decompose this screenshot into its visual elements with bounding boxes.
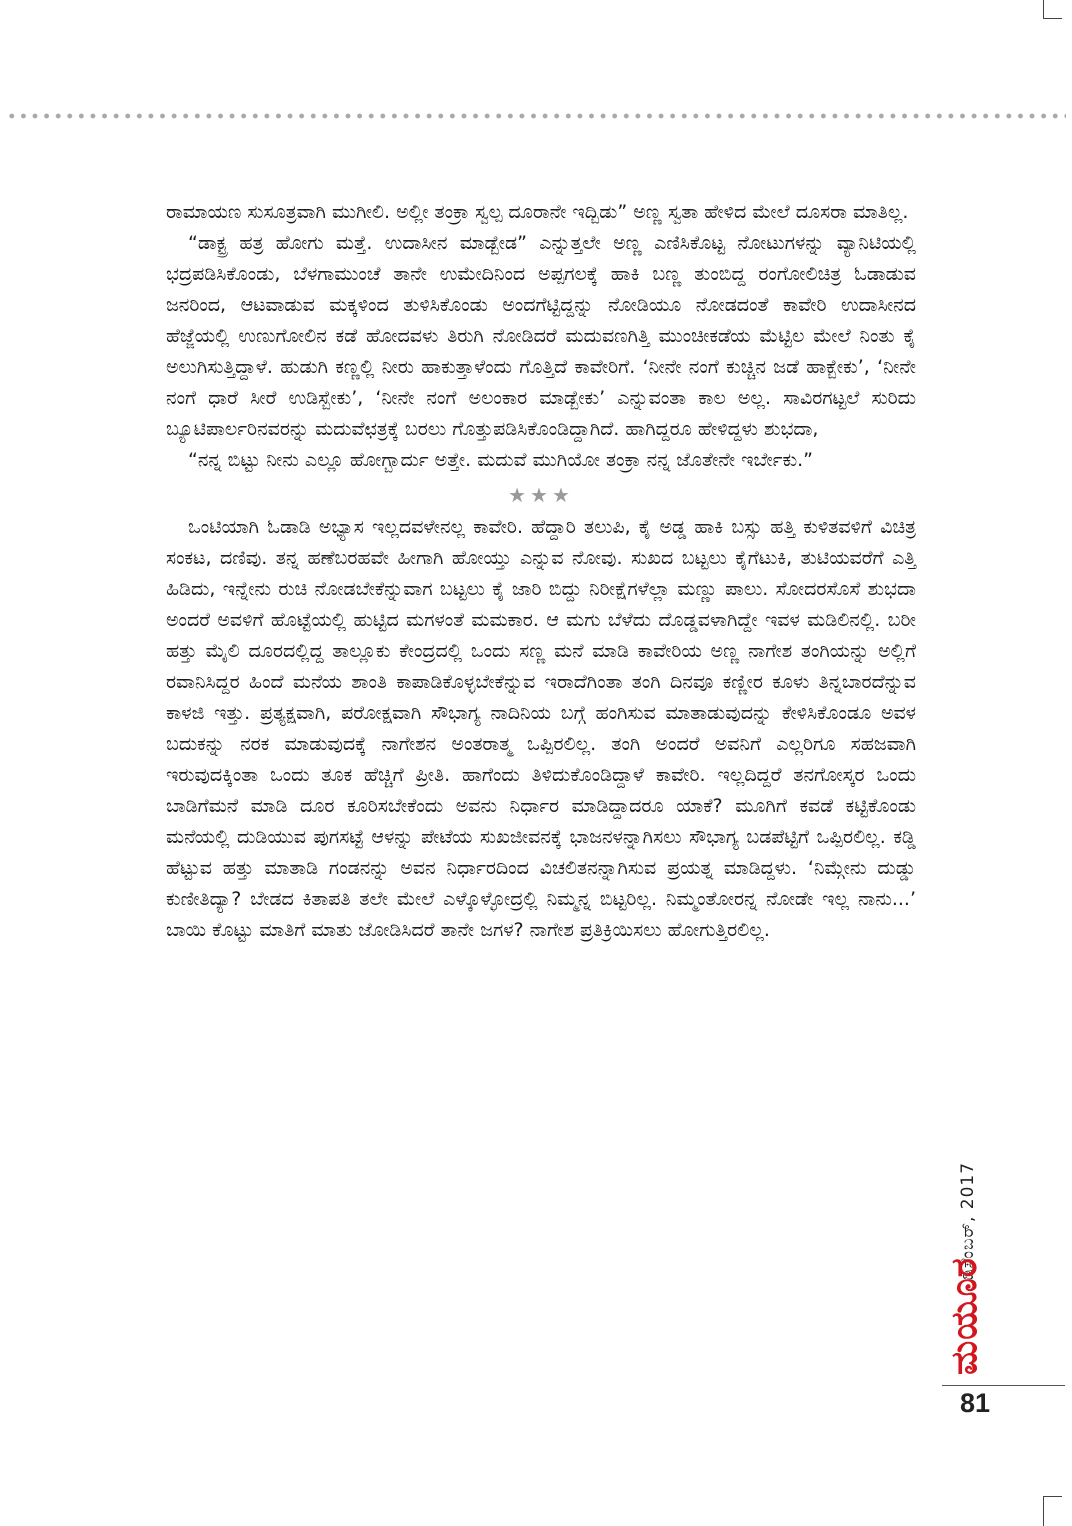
issue-date: ಡಿಸೆಂಬರ್, 2017 <box>958 1161 978 1280</box>
magazine-side-banner <box>940 1075 992 1380</box>
magazine-logo: ಮಯೂರ <box>944 1257 985 1375</box>
dotted-divider <box>6 112 1066 120</box>
page-number: 81 <box>960 1388 991 1418</box>
page-number-rule <box>942 1385 1065 1386</box>
paragraph: ರಾಮಾಯಣ ಸುಸೂತ್ರವಾಗಿ ಮುಗೀಲಿ. ಅಲ್ಲೀ ತಂಕ್ರಾ ಸ್ವಲ್ಪ ದೂರಾನೇ ಇದ್ಬಿಡು” ಅಣ್ಣ ಸ್ವತಾ ಹೇಳಿದ ಮೇಲೆ ದೂಸರಾ ಮಾತಿಲ್ಲ. <box>166 201 909 223</box>
section-separator-stars: ★★★ <box>508 483 574 507</box>
crop-mark-bottom <box>1043 1496 1062 1526</box>
article-body <box>166 197 916 946</box>
crop-mark-top <box>1043 0 1062 19</box>
paragraph: ಒಂಟಿಯಾಗಿ ಓಡಾಡಿ ಅಭ್ಯಾಸ ಇಲ್ಲದವಳೇನಲ್ಲ ಕಾವೇರಿ. ಹೆದ್ದಾರಿ ತಲುಪಿ, ಕೈ ಅಡ್ಡ ಹಾಕಿ ಬಸ್ಸು ಹತ್ತಿ ಕುಳಿತವಳಿಗೆ ವಿಚಿತ್ರ ಸಂಕಟ, ದಣಿವು. ತನ್ನ ಹಣೆಬರಹವೇ ಹೀಗಾಗಿ ಹೋಯ್ತು ಎನ್ನುವ ನೋವು. ಸುಖದ ಬಟ್ಟಲು ಕೈಗೆಟುಕಿ, ತುಟಿಯವರೆಗೆ ಎತ್ತಿ ಹಿಡಿದು, ಇನ್ನೇನು ರುಚಿ ನೋಡಬೇಕೆನ್ನುವಾಗ ಬಟ್ಟಲು ಕೈ ಜಾರಿ ಬಿದ್ದು ನಿರೀಕ್ಷೆಗಳೆಲ್ಲಾ ಮಣ್ಣು ಪಾಲು. ಸೋದರಸೊಸೆ ಶುಭದಾ ಅಂದರೆ ಅವಳಿಗೆ ಹೊಟ್ಟೆಯಲ್ಲಿ ಹುಟ್ಟಿದ ಮಗಳಂತೆ ಮಮಕಾರ. ಆ ಮಗು ಬೆಳೆದು ದೊಡ್ಡವಳಾಗಿದ್ದೇ ಇವಳ ಮಡಿಲಿನಲ್ಲಿ. ಬರೀ ಹತ್ತು ಮೈಲಿ ದೂರದಲ್ಲಿದ್ದ ತಾಲ್ಲೂಕು ಕೇಂದ್ರದಲ್ಲಿ ಒಂದು ಸಣ್ಣ ಮನೆ ಮಾಡಿ ಕಾವೇರಿಯ ಅಣ್ಣ ನಾಗೇಶ ತಂಗಿಯನ್ನು ಅಲ್ಲಿಗೆ ರವಾನಿಸಿದ್ದರ ಹಿಂದೆ ಮನೆಯ ಶಾಂತಿ ಕಾಪಾಡಿಕೊಳ್ಳಬೇಕೆನ್ನುವ ಇರಾದೆಗಿಂತಾ ತಂಗಿ ದಿನವೂ ಕಣ್ಣೀರ ಕೂಳು ತಿನ್ನಬಾರದೆನ್ನುವ ಕಾಳಜಿ ಇತ್ತು. ಪ್ರತ್ಯಕ್ಷವಾಗಿ, ಪರೋಕ್ಷವಾಗಿ ಸೌಭಾಗ್ಯ ನಾದಿನಿಯ ಬಗ್ಗೆ ಹಂಗಿಸುವ ಮಾತಾಡುವುದನ್ನು ಕೇಳಿಸಿಕೊಂಡೂ ಅವಳ ಬದುಕನ್ನು ನರಕ ಮಾಡುವುದಕ್ಕೆ ನಾಗೇಶನ ಅಂತರಾತ್ಮ ಒಪ್ಪಿರಲಿಲ್ಲ. ತಂಗಿ ಅಂದರೆ ಅವನಿಗೆ ಎಲ್ಲರಿಗೂ ಸಹಜವಾಗಿ ಇರುವುದಕ್ಕಿಂತಾ ಒಂದು ತೂಕ ಹೆಚ್ಚಿಗೆ ಪ್ರೀತಿ. ಹಾಗೆಂದು ತಿಳಿದುಕೊಂಡಿದ್ದಾಳೆ ಕಾವೇರಿ. ಇಲ್ಲದಿದ್ದರೆ ತನಗೋಸ್ಕರ ಒಂದು ಬಾಡಿಗೆಮನೆ ಮಾಡಿ ದೂರ ಕೂರಿಸಬೇಕೆಂದು ಅವನು ನಿರ್ಧಾರ ಮಾಡಿದ್ದಾದರೂ ಯಾಕೆ? ಮೂಗಿಗೆ ಕವಡೆ ಕಟ್ಟಿಕೊಂಡು ಮನೆಯಲ್ಲಿ ದುಡಿಯುವ ಪುಗಸಟ್ಟೆ ಆಳನ್ನು ಪೇಟೆಯ ಸುಖಜೀವನಕ್ಕೆ ಭಾಜನಳನ್ನಾಗಿಸಲು ಸೌಭಾಗ್ಯ ಬಡಪೆಟ್ಟಿಗೆ ಒಪ್ಪಿರಲಿಲ್ಲ. ಕಡ್ಡಿ ಹೆಟ್ಟುವ ಹತ್ತು ಮಾತಾಡಿ ಗಂಡನನ್ನು ಅವನ ನಿರ್ಧಾರದಿಂದ ವಿಚಲಿತನನ್ನಾಗಿಸುವ ಪ್ರಯತ್ನ ಮಾಡಿದ್ದಳು. ‘ನಿಮ್ಗೇನು ದುಡ್ಡು ಕುಣೀತಿದ್ಯಾ? ಬೇಡದ ಕಿತಾಪತಿ ತಲೇ ಮೇಲೆ ಎಳ್ಕೊಳ್ಳೋದ್ರಲ್ಲಿ ನಿಮ್ಮನ್ನ ಬಿಟ್ಟರಿಲ್ಲ. ನಿಮ್ಮಂತೋರನ್ನ ನೋಡೇ ಇಲ್ಲ ನಾನು...’ ಬಾಯಿ ಕೊಟ್ಟು ಮಾತಿಗೆ ಮಾತು ಜೋಡಿಸಿದರೆ ತಾನೇ ಜಗಳ? ನಾಗೇಶ ಪ್ರತಿಕ್ರಿಯಿಸಲು ಹೋಗುತ್ತಿರಲಿಲ್ಲ. <box>166 516 916 941</box>
paragraph: “ನನ್ನ ಬಿಟ್ಟು ನೀನು ಎಲ್ಲೂ ಹೋಗ್ಬಾರ್ದು ಅತ್ತೇ. ಮದುವೆ ಮುಗಿಯೋ ತಂಕ್ರಾ ನನ್ನ ಜೊತೇನೇ ಇರ್ಬೇಕು.” <box>188 449 813 471</box>
paragraph: “ಡಾಕ್ಟ್ರ ಹತ್ರ ಹೋಗು ಮತ್ತೆ. ಉದಾಸೀನ ಮಾಡ್ಬೇಡ” ಎನ್ನುತ್ತಲೇ ಅಣ್ಣ ಎಣಿಸಿಕೊಟ್ಟ ನೋಟುಗಳನ್ನು ವ್ಯಾನಿಟಿಯಲ್ಲಿ ಭದ್ರಪಡಿಸಿಕೊಂಡು, ಬೆಳಗಾಮುಂಚೆ ತಾನೇ ಉಮೇದಿನಿಂದ ಅಪ್ಪಗಲಕ್ಕೆ ಹಾಕಿ ಬಣ್ಣ ತುಂಬಿದ್ದ ರಂಗೋಲಿಚಿತ್ರ ಓಡಾಡುವ ಜನರಿಂದ, ಆಟವಾಡುವ ಮಕ್ಕಳಿಂದ ತುಳಿಸಿಕೊಂಡು ಅಂದಗೆಟ್ಟಿದ್ದನ್ನು ನೋಡಿಯೂ ನೋಡದಂತೆ ಕಾವೇರಿ ಉದಾಸೀನದ ಹೆಜ್ಜೆಯಲ್ಲಿ ಉಣುಗೋಲಿನ ಕಡೆ ಹೋದವಳು ತಿರುಗಿ ನೋಡಿದರೆ ಮದುವಣಗಿತ್ತಿ ಮುಂಚೀಕಡೆಯ ಮೆಟ್ಟಿಲ ಮೇಲೆ ನಿಂತು ಕೈ ಅಲುಗಿಸುತ್ತಿದ್ದಾಳೆ. ಹುಡುಗಿ ಕಣ್ಣಲ್ಲಿ ನೀರು ಹಾಕುತ್ತಾಳೆಂದು ಗೊತ್ತಿದೆ ಕಾವೇರಿಗೆ. ‘ನೀನೇ ನಂಗೆ ಕುಚ್ಚಿನ ಜಡೆ ಹಾಕ್ಬೇಕು’, ‘ನೀನೇ ನಂಗೆ ಧಾರೆ ಸೀರೆ ಉಡಿಸ್ಬೇಕು’, ‘ನೀನೇ ನಂಗೆ ಅಲಂಕಾರ ಮಾಡ್ಬೇಕು’ ಎನ್ನುವಂತಾ ಕಾಲ ಅಲ್ಲ. ಸಾವಿರಗಟ್ಟಲೆ ಸುರಿದು ಬ್ಯೂಟಿಪಾರ್ಲರಿನವರನ್ನು ಮದುವೆಛತ್ರಕ್ಕೆ ಬರಲು ಗೊತ್ತುಪಡಿಸಿಕೊಂಡಿದ್ದಾಗಿದೆ. ಹಾಗಿದ್ದರೂ ಹೇಳಿದ್ದಳು ಶುಭದಾ, <box>166 232 916 440</box>
